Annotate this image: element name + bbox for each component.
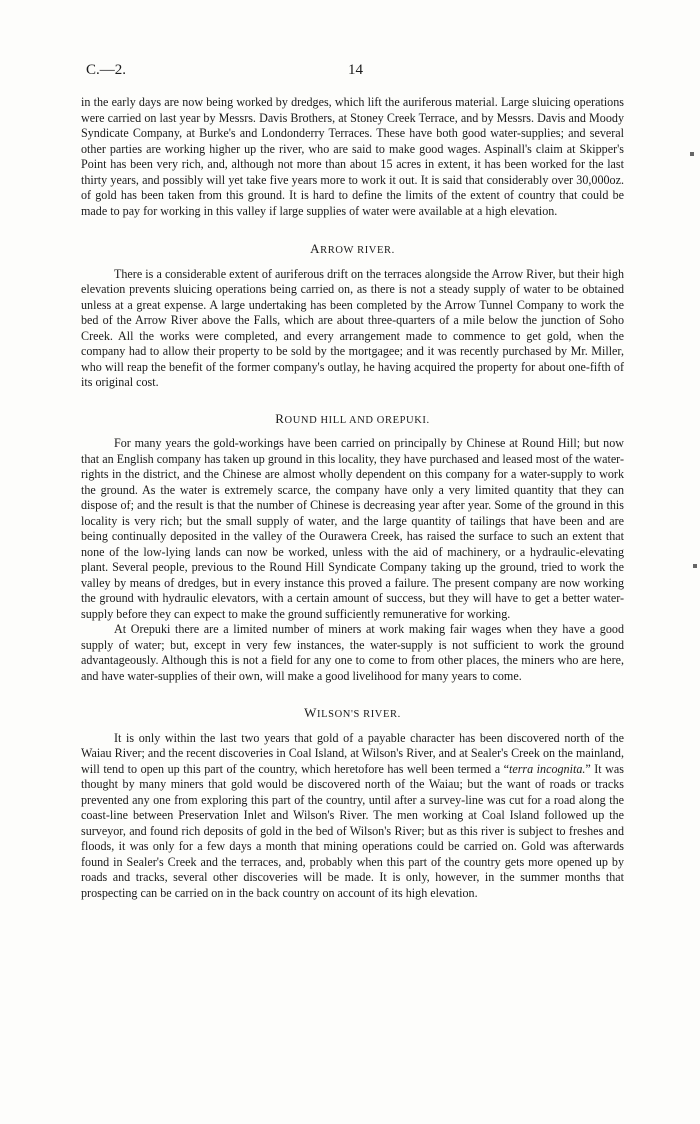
- round-hill-paragraph-1: For many years the gold-workings have been carried on principally by Chinese at Round Hill; but now that an English company has taken up ground in this locality, they have purchased and leased most of the water-rights in the district, and the Chinese are almost wholly dependent on this company for a water-supply to work the ground. As the water is extremely scarce, the company have only a very limited quantity that they can dispose of; and the result is that the number of Chinese is decreasing year after year. Some of the ground in this locality is very rich; but the small supply of water, and the large quantity of tailings that have been and are being continually deposited in the valley of the Ourawera Creek, has raised the surface to such an extent that none of the low-lying lands can now be worked, unless with the aid of machinery, or a hydraulic-elevating plant. Several people, previous to the Round Hill Syndicate Company taking up the ground, tried to work the valley by means of dredges, but in every instance this proved a failure. The present company are now working the ground with hydraulic elevators, with a certain amount of success, but they will have to get a better water-supply before they can expect to make the ground sufficiently remunerative for working.: [81, 436, 624, 621]
- continued-paragraph: in the early days are now being worked by dredges, which lift the auriferous material. Large sluicing operations were carried on last year by Messrs. Davis Brothers, at Stoney Creek Terrace, and by Messrs. Davis and Moody Syndicate Company, at Burke's and Londonderry Terraces. These have both good water-supplies; and several other parties are working higher up the river, who are said to make good wages. Aspinall's claim at Skipper's Point has been very rich, and, although not more than about 15 acres in extent, it has been worked for the last thirty years, and possibly will yet take five years more to work it out. It is said that considerably over 30,000oz. of gold has been taken from this ground. It is hard to define the limits of the extent of country that could be made to pay for working in this valley if large supplies of water were available at a high elevation.: [81, 95, 624, 218]
- arrow-river-paragraph: There is a considerable extent of auriferous drift on the terraces alongside the Arrow River, but their high elevation prevents sluicing operations being carried on, as there is not a steady supply of water to be obtained unless at a great expense. A large undertaking has been completed by the Arrow Tunnel Company to work the bed of the Arrow River above the Falls, which are about three-quarters of a mile below the junction of Soho Creek. All the works were completed, and every arrangement made to commence to get gold, when the company had to allow their property to be sold by the mortgagee; and it was recently purchased by Mr. Miller, who will reap the benefit of the former company's outlay, he having acquired the property for about one-fifth of its original cost.: [81, 266, 624, 389]
- margin-mark: [693, 564, 697, 568]
- round-hill-paragraph-2: At Orepuki there are a limited number of miners at work making fair wages when they have a good supply of water; but, except in very few instances, the water-supply is not sufficient to work the ground advantageously. Although this is not a field for any one to come to from other places, the miners who are here, and have water-supplies of their own, will make a good livelihood for many years to come.: [81, 622, 624, 683]
- page-number: 14: [348, 62, 363, 78]
- wilsons-river-paragraph: [81, 731, 624, 902]
- margin-mark: [690, 152, 694, 156]
- italic-phrase: terra incognita.: [508, 761, 586, 776]
- document-reference: C.—2.: [86, 62, 127, 78]
- wilsons-river-text-part-2: ” It was thought by many miners that gold would be discovered north of the Waiau; but the want of roads or tracks prevented any one from exploring this part of the country, until after a survey-line was cut for a road along the coast-line between Preservation Inlet and Wilson's River. The men working at Coal Island followed up the surveyor, and found rich deposits of gold in the bed of Wilson's River; but as this river is subject to freshes and floods, it was only for a few days a month that mining operations could be carried on. Gold was afterwards found in Sealer's Creek and the terraces, and, probably when this part of the country gets more opened up by roads and tracks, several other discoveries will be made. It is only, however, in the summer months that prospecting can be carried on in the back country on account of its high elevation.: [81, 761, 624, 900]
- section-heading-arrow-river: ARROW RIVER.: [310, 241, 395, 256]
- wilsons-river-text-part-1: It is only within the last two years that gold of a payable character has been discovered north of the Waiau River; and the recent discoveries in Coal Island, at Wilson's River, and at Sealer's Creek on the mainland, will tend to open up this part of the country, which heretofore has well been termed a “: [81, 730, 624, 776]
- section-heading-wilsons-river: WILSON'S RIVER.: [304, 705, 401, 720]
- section-heading-round-hill: ROUND HILL AND OREPUKI.: [275, 410, 430, 426]
- page-body: [81, 95, 624, 901]
- page-header: [86, 62, 626, 82]
